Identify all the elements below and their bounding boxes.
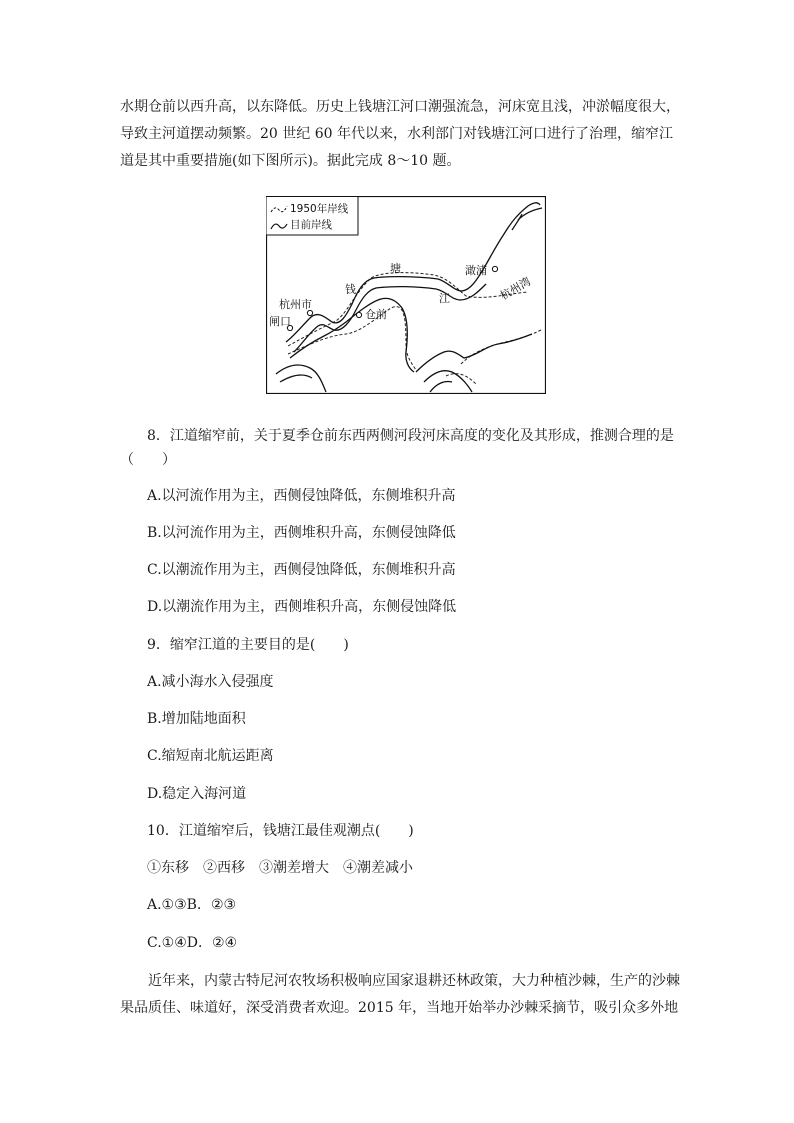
q8-stem: 8．江道缩窄前，关于夏季仓前东西两侧河段河床高度的变化及其形成，推测合理的是 <box>147 428 674 444</box>
q8-option-b: B.以河流作用为主，西侧堆积升高，东侧侵蚀降低 <box>147 525 456 541</box>
q10-option-ab: A.①③B．②③ <box>147 897 237 913</box>
q9-option-b: B.增加陆地面积 <box>147 711 246 727</box>
label-jiang: 江 <box>439 292 450 305</box>
map-legend <box>267 197 359 236</box>
label-tang: 塘 <box>390 262 401 275</box>
outro-paragraph: 近年来，内蒙古特尼河农牧场积极响应国家退耕还林政策，大力种植沙棘，生产的沙棘果品质佳、味道好，深受消费者欢迎。2015 年，当地开始举办沙棘采摘节，吸引众多外地 <box>120 973 680 1016</box>
label-cangqian: 仓前 <box>365 308 387 321</box>
label-qian: 钱 <box>345 283 356 296</box>
q9-stem: 9．缩窄江道的主要目的是( ) <box>147 637 349 653</box>
q8-option-c: C.以潮流作用为主，西侧侵蚀降低，东侧堆积升高 <box>147 562 456 578</box>
q10-stem: 10．江道缩窄后，钱塘江最佳观潮点( ) <box>147 823 414 839</box>
legend-current-shoreline: 目前岸线 <box>290 219 332 231</box>
label-hangzhou: 杭州市 <box>279 298 312 311</box>
q9-option-a: A.减小海水入侵强度 <box>147 674 274 690</box>
q9-option-c: C.缩短南北航运距离 <box>147 748 274 764</box>
label-hangzhou-bay: 杭州湾 <box>498 274 534 303</box>
intro-paragraph: 水期仓前以西升高，以东降低。历史上钱塘江河口潮强流急，河床宽且浅，冲淤幅度很大，导致主河道摆动频繁。20 世纪 60 年代以来，水利部门对钱塘江河口进行了治理，缩窄江道是其中重要措施(如下图所示)。据此完成 8～10 题。 <box>120 99 680 169</box>
q8-option-a: A.以河流作用为主，西侧侵蚀降低，东侧堆积升高 <box>147 488 456 504</box>
ganpu-point <box>492 266 497 271</box>
q9-option-d: D.稳定入海河道 <box>147 786 247 802</box>
q10-option-cd: C.①④D．②④ <box>147 935 238 951</box>
q8-stem-bracket: （ ） <box>120 452 176 468</box>
label-ganpu: 澉浦 <box>465 264 487 277</box>
qiantang-river-map <box>266 196 546 394</box>
q8-option-d: D.以潮流作用为主，西侧堆积升高，东侧侵蚀降低 <box>147 599 457 615</box>
hangzhou-point <box>307 310 312 315</box>
cangqian-point <box>356 312 361 317</box>
legend-old-shoreline: 1950年岸线 <box>290 203 349 215</box>
label-zhakou: 闸口 <box>269 315 291 328</box>
q10-choices: ①东移 ②西移 ③潮差增大 ④潮差减小 <box>147 860 413 876</box>
